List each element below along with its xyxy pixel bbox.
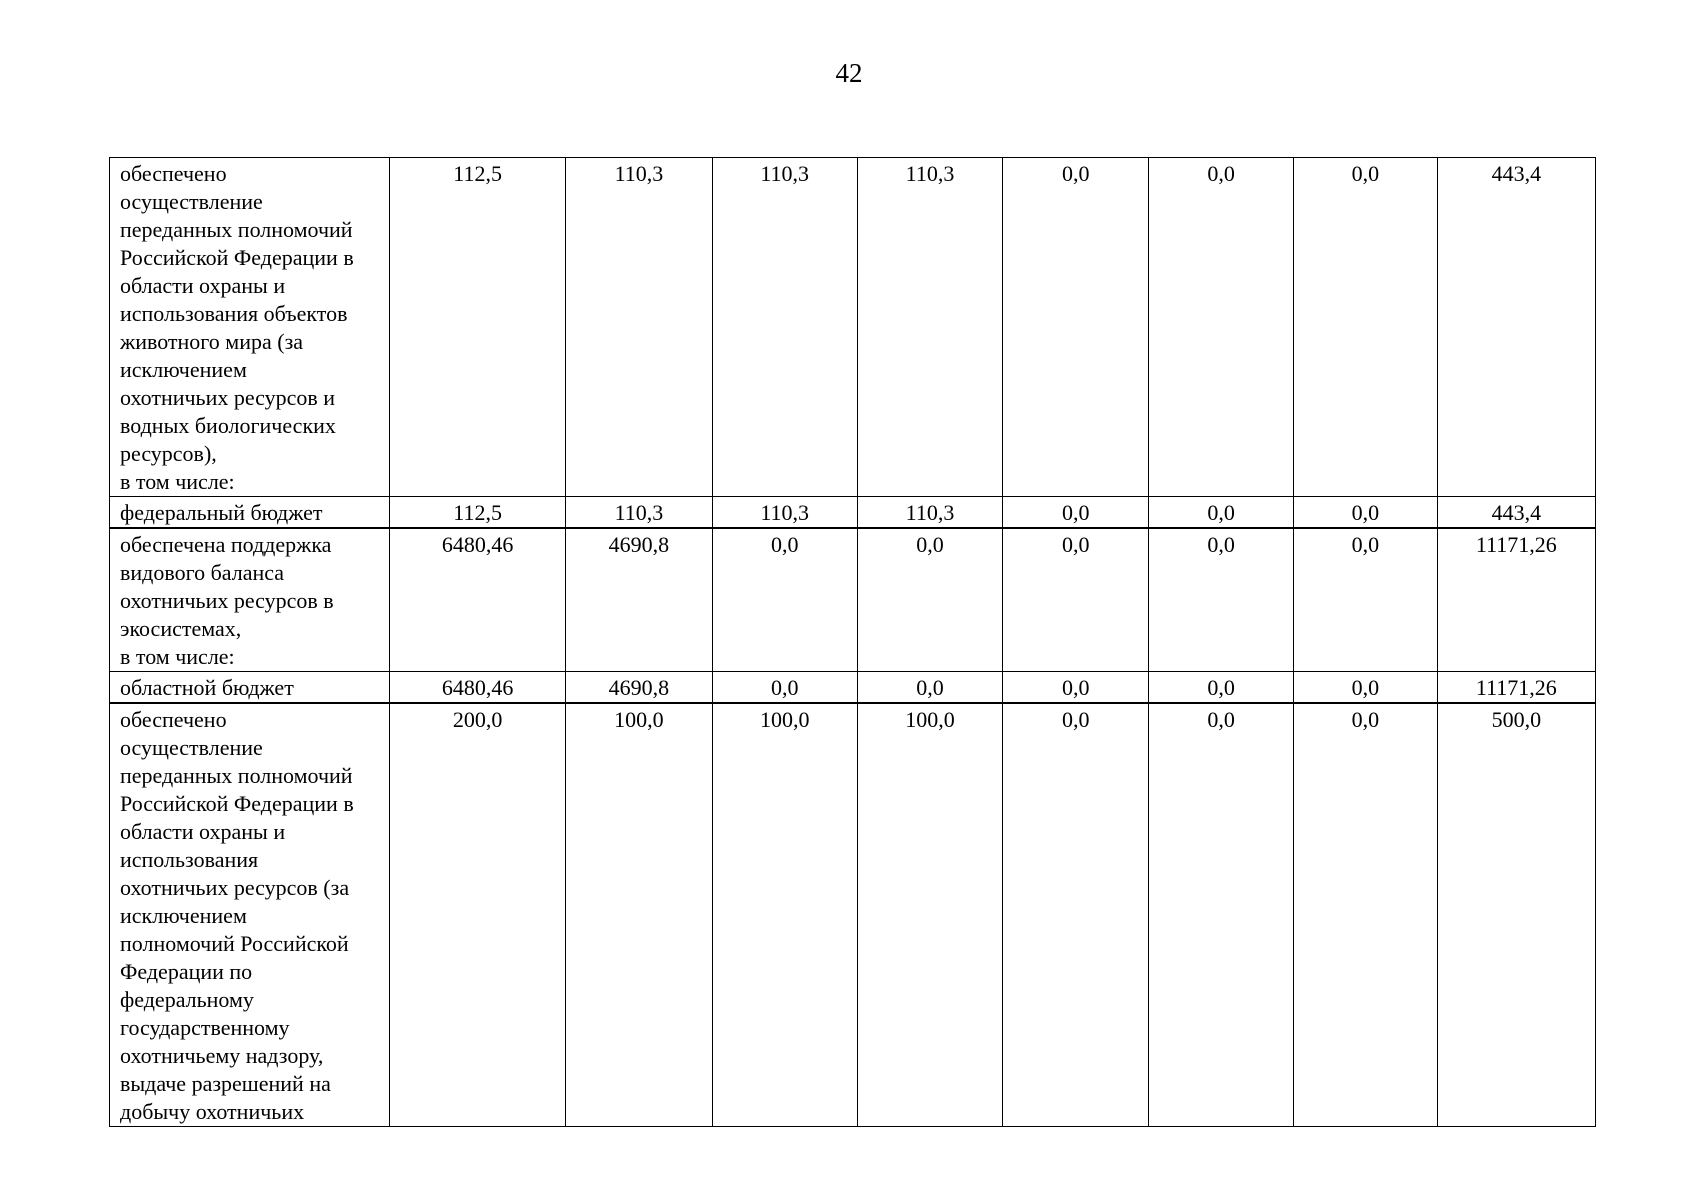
row-label-line: обеспечена поддержка — [120, 532, 332, 557]
budget-table — [109, 157, 1596, 1127]
row-label — [110, 158, 390, 497]
cell-value: 0,0 — [712, 672, 857, 704]
row-label-line: осуществление — [120, 735, 263, 760]
cell-value: 6480,46 — [390, 672, 566, 704]
cell-value: 0,0 — [857, 672, 1003, 704]
cell-value: 100,0 — [857, 703, 1003, 1127]
row-label-line: осуществление — [120, 189, 263, 214]
row-label-line: переданных полномочий — [120, 763, 353, 788]
cell-value: 443,4 — [1437, 497, 1595, 529]
row-label — [110, 497, 390, 529]
row-label-line: охотничьих ресурсов и — [120, 385, 336, 410]
table-row — [110, 497, 1596, 529]
cell-value: 110,3 — [712, 158, 857, 497]
page-number: 42 — [835, 58, 863, 88]
cell-value: 110,3 — [857, 158, 1003, 497]
cell-value: 0,0 — [1293, 497, 1437, 529]
cell-value: 112,5 — [390, 497, 566, 529]
row-label-line: в том числе: — [120, 644, 235, 669]
cell-value: 100,0 — [566, 703, 713, 1127]
cell-value: 0,0 — [1293, 158, 1437, 497]
cell-value: 0,0 — [1003, 497, 1149, 529]
cell-value: 200,0 — [390, 703, 566, 1127]
cell-value: 0,0 — [1293, 703, 1437, 1127]
row-label-line: видового баланса — [120, 560, 285, 585]
row-label-line: выдаче разрешений на — [120, 1071, 331, 1096]
cell-value: 4690,8 — [566, 528, 713, 672]
cell-value: 110,3 — [566, 158, 713, 497]
row-label-line: федеральный бюджет — [120, 500, 323, 525]
row-label-line: ресурсов), — [120, 441, 217, 466]
row-label-line: в том числе: — [120, 469, 235, 494]
row-label-line: экосистемах, — [120, 616, 242, 641]
cell-value: 0,0 — [1149, 528, 1294, 672]
cell-value: 0,0 — [857, 528, 1003, 672]
cell-value: 100,0 — [712, 703, 857, 1127]
row-label-line: водных биологических — [120, 413, 336, 438]
cell-value: 443,4 — [1437, 158, 1595, 497]
cell-value: 6480,46 — [390, 528, 566, 672]
row-label — [110, 528, 390, 672]
row-label-line: обеспечено — [120, 707, 227, 732]
row-label-line: области охраны и — [120, 819, 286, 844]
row-label-line: обеспечено — [120, 161, 227, 186]
row-label-line: области охраны и — [120, 273, 286, 298]
row-label-line: охотничьих ресурсов (за — [120, 875, 350, 900]
cell-value: 0,0 — [1149, 703, 1294, 1127]
cell-value: 0,0 — [1003, 703, 1149, 1127]
row-label-line: добычу охотничьих — [120, 1099, 305, 1124]
table-row — [110, 528, 1596, 672]
table-row — [110, 672, 1596, 704]
row-label-line: охотничьему надзору, — [120, 1043, 324, 1068]
cell-value: 0,0 — [1003, 528, 1149, 672]
cell-value: 11171,26 — [1437, 528, 1595, 672]
row-label-line: исключением — [120, 357, 247, 382]
cell-value: 110,3 — [566, 497, 713, 529]
row-label-line: использования — [120, 847, 259, 872]
row-label-line: охотничьих ресурсов в — [120, 588, 334, 613]
cell-value: 500,0 — [1437, 703, 1595, 1127]
cell-value: 0,0 — [712, 528, 857, 672]
cell-value: 112,5 — [390, 158, 566, 497]
cell-value: 0,0 — [1003, 672, 1149, 704]
cell-value: 110,3 — [857, 497, 1003, 529]
table-row — [110, 158, 1596, 497]
row-label-line: исключением — [120, 903, 247, 928]
cell-value: 0,0 — [1293, 528, 1437, 672]
cell-value: 110,3 — [712, 497, 857, 529]
cell-value: 11171,26 — [1437, 672, 1595, 704]
table-row — [110, 703, 1596, 1127]
row-label-line: областной бюджет — [120, 675, 294, 700]
row-label-line: Российской Федерации в — [120, 791, 354, 816]
row-label-line: животного мира (за — [120, 329, 304, 354]
cell-value: 4690,8 — [566, 672, 713, 704]
row-label-line: использования объектов — [120, 301, 348, 326]
row-label — [110, 703, 390, 1127]
row-label-line: федеральному — [120, 987, 254, 1012]
cell-value: 0,0 — [1293, 672, 1437, 704]
row-label-line: переданных полномочий — [120, 217, 353, 242]
row-label — [110, 672, 390, 704]
row-label-line: государственному — [120, 1015, 290, 1040]
cell-value: 0,0 — [1149, 497, 1294, 529]
cell-value: 0,0 — [1149, 158, 1294, 497]
row-label-line: Федерации по — [120, 959, 253, 984]
row-label-line: полномочий Российской — [120, 931, 349, 956]
row-label-line: Российской Федерации в — [120, 245, 354, 270]
cell-value: 0,0 — [1149, 672, 1294, 704]
cell-value: 0,0 — [1003, 158, 1149, 497]
